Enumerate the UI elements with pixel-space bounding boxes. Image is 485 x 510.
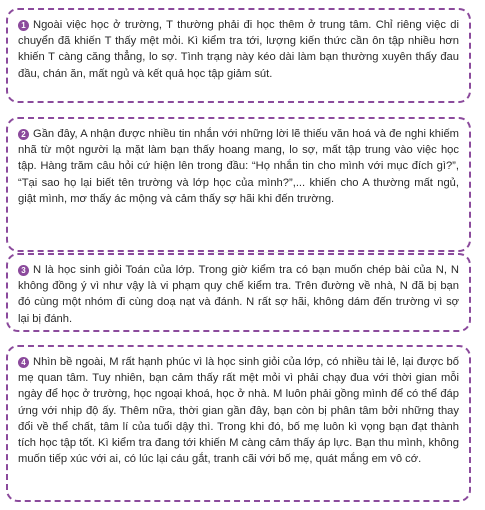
situation-number-badge: 2 [18,129,29,140]
situation-number-badge: 3 [18,265,29,276]
situation-text: N là học sinh giỏi Toán của lớp. Trong giờ kiểm tra có bạn muốn chép bài của N, N không đồng ý vì như vậy là vi phạm quy chế kiểm tra. Trên đường về nhà, N đã bị bạn đó cùng một nhóm đi cùng doạ nạt và đánh. N rất sợ hãi, không dám đến trường vì sợ lại bị đánh. [18,264,459,325]
situation-card-4 [6,345,471,502]
situation-card-2 [6,117,471,252]
situation-card-1 [6,8,471,103]
situation-text: Ngoài việc học ở trường, T thường phải đi học thêm ở trung tâm. Chỉ riêng việc di chuyển đã khiến T thấy mệt mỏi. Kì kiểm tra tới, lượng kiến thức cần ôn tập nhiều hơn khiến T càng căng thẳng, lo sợ. Tình trạng này kéo dài làm bạn thường xuyên thấy đau đầu, chán ăn, mất ngủ và kết quả học tập giảm sút. [18,19,459,80]
situation-number-badge: 1 [18,20,29,31]
situation-text: Gần đây, A nhận được nhiều tin nhắn với những lời lẽ thiếu văn hoá và đe nghi khiếm nhã từ một người lạ mặt làm bạn thấy hoang mang, lo sợ, mất tập trung vào việc học tập. Hàng trăm câu hỏi cứ hiện lên trong đầu: “Họ nhắn tin cho mình với mục đích gì?”, “Tại sao họ lại biết tên trường và lớp học của mình?”,... khiến cho A thường mất ngủ, giật mình, mơ thấy ác mộng và cảm thấy sợ hãi khi đến trường. [18,128,459,205]
situation-card-3 [6,253,471,332]
situation-number-badge: 4 [18,357,29,368]
situation-text: Nhìn bề ngoài, M rất hạnh phúc vì là học sinh giỏi của lớp, có nhiều tài lẻ, lại được bố mẹ quan tâm. Tuy nhiên, bạn cảm thấy rất mệt mỏi vì phải chạy đua với thời gian mỗi ngày để học ở trường, học ngoại khoá, học ở nhà. M luôn phải gồng mình để có thể đáp ứng với nhịp độ ấy. Thêm nữa, thời gian gần đây, bạn còn bị phân tâm bởi những thay đổi về thể chất, tâm lí của tuổi dậy thì. Trong khi đó, bố mẹ luôn kì vọng bạn đạt thành tích học tập tốt. Kì kiểm tra đang tới khiến M càng cảm thấy áp lực. Bạn thu mình, không muốn tiếp xúc với ai, có lúc lại cáu gắt, tranh cãi với bố mẹ, quát mắng em vô cớ. [18,356,459,466]
